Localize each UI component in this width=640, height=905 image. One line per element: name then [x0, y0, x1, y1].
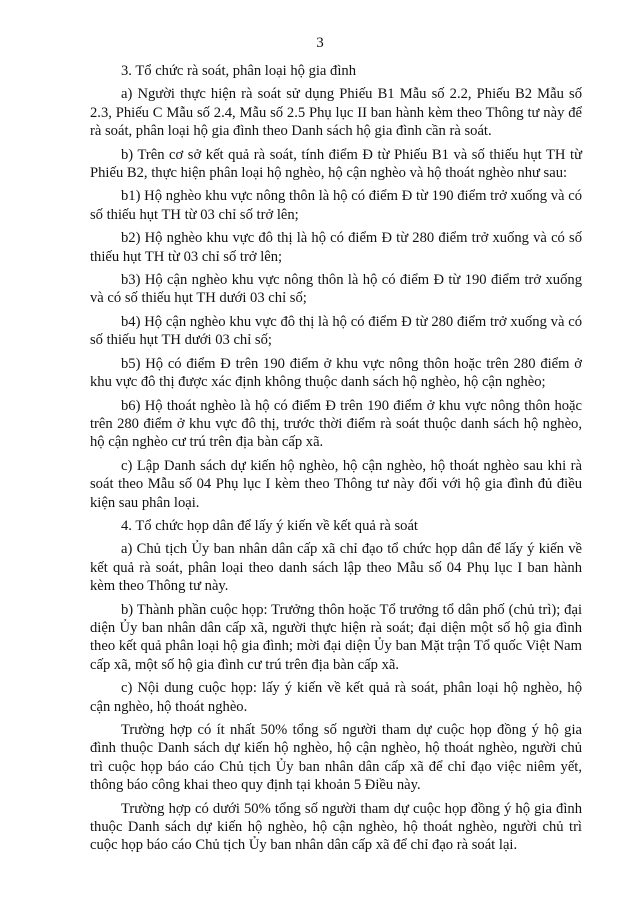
paragraph-4c: c) Nội dung cuộc họp: lấy ý kiến về kết quả rà soát, phân loại hộ nghèo, hộ cận nghèo, hộ thoát nghèo. [90, 680, 582, 715]
paragraph-4a: a) Chủ tịch Ủy ban nhân dân cấp xã chỉ đạo tổ chức họp dân để lấy ý kiến về kết quả rà soát, phân loại theo danh sách lập theo Mẫu số 04 Phụ lục I ban hành kèm theo Thông tư này. [90, 541, 582, 595]
page-number: 3 [316, 35, 324, 51]
document-body [90, 62, 582, 860]
paragraph-case-at-least-50: Trường hợp có ít nhất 50% tổng số người tham dự cuộc họp đồng ý hộ gia đình thuộc Danh sách dự kiến hộ nghèo, hộ cận nghèo, hộ thoát nghèo, người chủ trì cuộc họp báo cáo Chủ tịch Ủy ban nhân dân cấp xã để chỉ đạo việc niêm yết, thông báo công khai theo quy định tại khoản 5 Điều này. [90, 722, 582, 794]
paragraph-b5: b5) Hộ có điểm Đ trên 190 điểm ở khu vực nông thôn hoặc trên 280 điểm ở khu vực đô thị được xác định không thuộc danh sách hộ nghèo, hộ cận nghèo; [90, 355, 582, 391]
paragraph-case-below-50: Trường hợp có dưới 50% tổng số người tham dự cuộc họp đồng ý hộ gia đình thuộc Danh sách dự kiến hộ nghèo, hộ cận nghèo, hộ thoát nghèo, người chủ trì cuộc họp báo cáo Chủ tịch Ủy ban nhân dân cấp xã để chỉ đạo rà soát lại. [90, 800, 582, 854]
section-heading-4: 4. Tổ chức họp dân để lấy ý kiến về kết quả rà soát [121, 517, 418, 534]
paragraph-b4: b4) Hộ cận nghèo khu vực đô thị là hộ có điểm Đ từ 280 điểm trở xuống và có số thiếu hụt TH dưới 03 chỉ số; [90, 313, 582, 349]
paragraph-b6: b6) Hộ thoát nghèo là hộ có điểm Đ trên 190 điểm ở khu vực nông thôn hoặc trên 280 điểm ở khu vực đô thị, trước thời điểm rà soát thuộc danh sách hộ nghèo, hộ cận nghèo cư trú trên địa bàn cấp xã. [90, 397, 582, 451]
paragraph-3b: b) Trên cơ sở kết quả rà soát, tính điểm Đ từ Phiếu B1 và số thiếu hụt TH từ Phiếu B2, thực hiện phân loại hộ nghèo, hộ cận nghèo và hộ thoát nghèo như sau: [90, 146, 582, 182]
paragraph-b2: b2) Hộ nghèo khu vực đô thị là hộ có điểm Đ từ 280 điểm trở xuống và có số thiếu hụt TH từ 03 chỉ số trở lên; [90, 230, 582, 265]
paragraph-3a: a) Người thực hiện rà soát sử dụng Phiếu B1 Mẫu số 2.2, Phiếu B2 Mẫu số 2.3, Phiếu C Mẫu số 2.4, Mẫu số 2.5 Phụ lục II ban hành kèm theo Thông tư này để rà soát, phân loại hộ gia đình theo Danh sách hộ gia đình cần rà soát. [90, 86, 582, 140]
paragraph-3c: c) Lập Danh sách dự kiến hộ nghèo, hộ cận nghèo, hộ thoát nghèo sau khi rà soát theo Mẫu số 04 Phụ lục I kèm theo Thông tư này đối với hộ gia đình đủ điều kiện sau phân loại. [90, 457, 582, 511]
section-heading-3: 3. Tổ chức rà soát, phân loại hộ gia đình [121, 63, 357, 79]
paragraph-4b: b) Thành phần cuộc họp: Trưởng thôn hoặc Tổ trưởng tổ dân phố (chủ trì); đại diện Ủy ban nhân dân cấp xã, người thực hiện rà soát; đại diện một số hộ gia đình theo kết quả phân loại hộ gia đình; mời đại diện Ủy ban Mặt trận Tổ quốc Việt Nam cấp xã, một số hộ gia đình cư trú trên địa bàn cấp xã. [90, 601, 582, 673]
paragraph-b3: b3) Hộ cận nghèo khu vực nông thôn là hộ có điểm Đ từ 190 điểm trở xuống và có số thiếu hụt TH dưới 03 chỉ số; [90, 272, 582, 307]
paragraph-b1: b1) Hộ nghèo khu vực nông thôn là hộ có điểm Đ từ 190 điểm trở xuống và có số thiếu hụt TH từ 03 chỉ số trở lên; [90, 188, 582, 223]
